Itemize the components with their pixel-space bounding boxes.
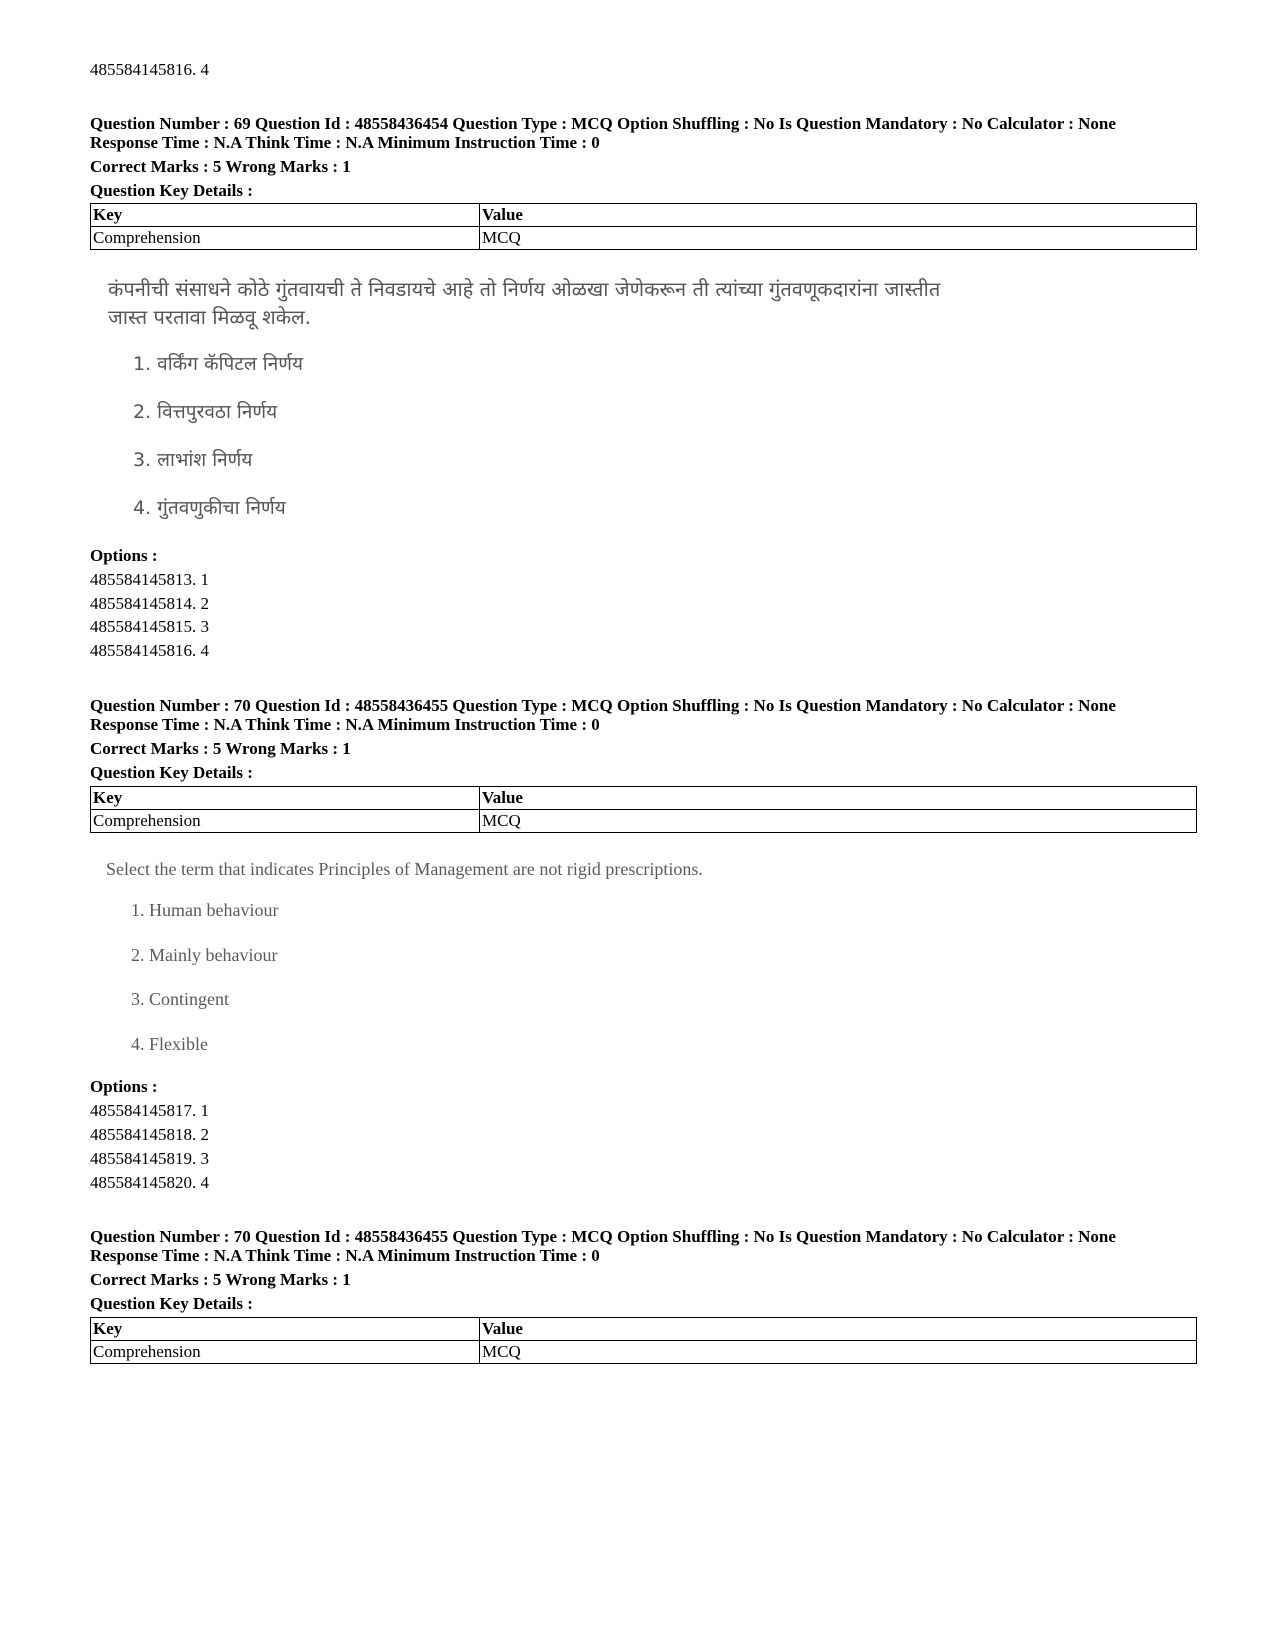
q69-option-1: 485584145813. 1 [90, 570, 209, 589]
q69-key-details-label: Question Key Details : [90, 181, 253, 200]
q70-table-header-value: Value [480, 787, 1197, 810]
q69-option-2: 485584145814. 2 [90, 594, 209, 613]
q70-table-key: Comprehension [91, 810, 480, 833]
q69-meta-line-1: Question Number : 69 Question Id : 48558436454 Question Type : MCQ Option Shuffling : No Is Question Mandatory : No Calculator : None [90, 114, 1116, 133]
q70-meta-line-1: Question Number : 70 Question Id : 48558436455 Question Type : MCQ Option Shuffling : No Is Question Mandatory : No Calculator : None [90, 696, 1116, 715]
q69-option-4: 485584145816. 4 [90, 641, 209, 660]
q69-table-value: MCQ [480, 227, 1197, 250]
q69-table-header-value: Value [480, 204, 1197, 227]
q70-choice-3: 3. Contingent [131, 989, 229, 1009]
q69-option-3: 485584145815. 3 [90, 617, 209, 636]
q69-choice-2: 2. वित्तपुरवठा निर्णय [133, 401, 278, 423]
q69-table-header-key: Key [91, 204, 480, 227]
q69-marks: Correct Marks : 5 Wrong Marks : 1 [90, 157, 351, 176]
q70b-meta-line-2: Response Time : N.A Think Time : N.A Minimum Instruction Time : 0 [90, 1246, 600, 1265]
q70-choice-1: 1. Human behaviour [131, 900, 279, 920]
q69-table-key: Comprehension [91, 227, 480, 250]
q70-key-table [90, 786, 1197, 833]
q70b-key-table [90, 1317, 1197, 1364]
q70-option-3: 485584145819. 3 [90, 1149, 209, 1168]
q70-stem: Select the term that indicates Principles of Management are not rigid prescriptions. [106, 859, 703, 879]
q70-question-image [106, 855, 906, 1065]
q70-meta-line-2: Response Time : N.A Think Time : N.A Minimum Instruction Time : 0 [90, 715, 600, 734]
q70-table-value: MCQ [480, 810, 1197, 833]
q69-choice-4: 4. गुंतवणुकीचा निर्णय [133, 497, 286, 519]
q70b-table-header-value: Value [480, 1318, 1197, 1341]
q70-options-label: Options : [90, 1077, 158, 1096]
q69-choice-1: 1. वर्किंग कॅपिटल निर्णय [133, 353, 304, 375]
q70-marks: Correct Marks : 5 Wrong Marks : 1 [90, 739, 351, 758]
q70-choice-2: 2. Mainly behaviour [131, 945, 278, 965]
q70-option-1: 485584145817. 1 [90, 1101, 209, 1120]
q70b-meta-line-1: Question Number : 70 Question Id : 48558436455 Question Type : MCQ Option Shuffling : No Is Question Mandatory : No Calculator : None [90, 1227, 1116, 1246]
q69-options-label: Options : [90, 546, 158, 565]
q70b-table-value: MCQ [480, 1341, 1197, 1364]
q70-option-4: 485584145820. 4 [90, 1173, 209, 1192]
q70b-table-key: Comprehension [91, 1341, 480, 1364]
q69-stem-line-1: कंपनीची संसाधने कोठे गुंतवायची ते निवडायचे आहे तो निर्णय ओळखा जेणेकरून ती त्यांच्या गुंतवणूकदारांना जास्तीत [108, 277, 941, 301]
q70-option-2: 485584145818. 2 [90, 1125, 209, 1144]
q70-key-details-label: Question Key Details : [90, 763, 253, 782]
q69-key-table [90, 203, 1197, 250]
q69-choice-3: 3. लाभांश निर्णय [133, 449, 253, 471]
q70b-table-header-key: Key [91, 1318, 480, 1341]
q70-choice-4: 4. Flexible [131, 1034, 208, 1054]
q70-table-header-key: Key [91, 787, 480, 810]
q70b-marks: Correct Marks : 5 Wrong Marks : 1 [90, 1270, 351, 1289]
q69-question-image [108, 275, 1008, 525]
previous-option-line: 485584145816. 4 [90, 60, 209, 79]
q69-stem-line-2: जास्त परतावा मिळवू शकेल. [108, 305, 312, 329]
q69-meta-line-2: Response Time : N.A Think Time : N.A Minimum Instruction Time : 0 [90, 133, 600, 152]
q70b-key-details-label: Question Key Details : [90, 1294, 253, 1313]
